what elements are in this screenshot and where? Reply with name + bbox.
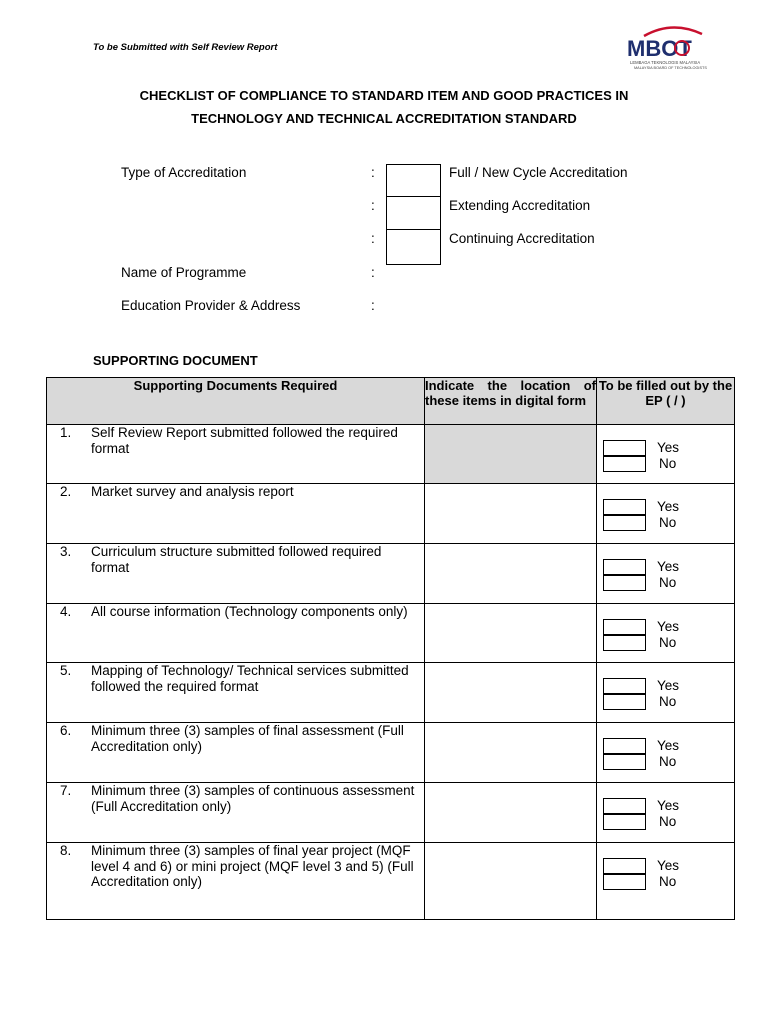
row-description: Minimum three (3) samples of final assessment (Full Accreditation only)	[91, 723, 404, 754]
table-row	[47, 843, 735, 920]
table-row	[47, 544, 735, 604]
yes-checkbox[interactable]	[603, 678, 646, 694]
colon: :	[371, 165, 375, 180]
row-number: 8.	[60, 843, 72, 858]
row-number: 2.	[60, 484, 72, 499]
yes-checkbox[interactable]	[603, 440, 646, 456]
location-cell	[425, 425, 597, 484]
yes-checkbox[interactable]	[603, 738, 646, 754]
no-label: No	[659, 694, 677, 709]
no-label: No	[659, 456, 677, 471]
no-checkbox[interactable]	[603, 515, 646, 531]
yes-label: Yes	[657, 858, 680, 873]
continuing-accreditation-checkbox[interactable]	[386, 230, 441, 265]
location-cell[interactable]	[425, 783, 597, 843]
column-header-location: Indicate the location of these items in digital form	[425, 378, 597, 425]
location-cell[interactable]	[425, 723, 597, 783]
extending-accreditation-option: Extending Accreditation	[449, 198, 591, 213]
yes-checkbox[interactable]	[603, 499, 646, 515]
no-label: No	[659, 874, 677, 889]
logo-subtext: LEMBAGA TEKNOLOGIS MALAYSIA	[630, 60, 701, 65]
row-description: Mapping of Technology/ Technical services submitted followed the required format	[91, 663, 409, 694]
table-row	[47, 484, 735, 544]
location-cell[interactable]	[425, 604, 597, 663]
full-accreditation-option: Full / New Cycle Accreditation	[449, 165, 628, 180]
no-checkbox[interactable]	[603, 874, 646, 890]
programme-name-label: Name of Programme	[121, 265, 247, 280]
no-label: No	[659, 754, 677, 769]
no-label: No	[659, 515, 677, 530]
row-number: 4.	[60, 604, 72, 619]
extending-accreditation-checkbox[interactable]	[386, 197, 441, 230]
logo-wordmark: MBOT	[627, 36, 692, 61]
no-label: No	[659, 814, 677, 829]
yes-checkbox[interactable]	[603, 858, 646, 874]
yes-label: Yes	[657, 440, 680, 455]
yes-label: Yes	[657, 619, 680, 634]
row-description: Minimum three (3) samples of continuous assessment (Full Accreditation only)	[91, 783, 415, 814]
supporting-document-heading: SUPPORTING DOCUMENT	[93, 353, 258, 368]
yes-checkbox[interactable]	[603, 798, 646, 814]
colon: :	[371, 298, 375, 313]
row-description: All course information (Technology components only)	[91, 604, 408, 619]
no-checkbox[interactable]	[603, 694, 646, 710]
yes-label: Yes	[657, 798, 680, 813]
yes-label: Yes	[657, 499, 680, 514]
no-label: No	[659, 575, 677, 590]
no-checkbox[interactable]	[603, 575, 646, 591]
colon: :	[371, 231, 375, 246]
no-label: No	[659, 635, 677, 650]
no-checkbox[interactable]	[603, 754, 646, 770]
row-description: Minimum three (3) samples of final year project (MQF level 4 and 6) or mini project (MQF level 3 and 5) (Full Accreditation only)	[91, 843, 414, 889]
yes-checkbox[interactable]	[603, 559, 646, 575]
continuing-accreditation-option: Continuing Accreditation	[449, 231, 595, 246]
colon: :	[371, 198, 375, 213]
table-row	[47, 425, 735, 484]
submission-note: To be Submitted with Self Review Report	[93, 42, 278, 53]
document-title-line-1: CHECKLIST OF COMPLIANCE TO STANDARD ITEM AND GOOD PRACTICES IN	[139, 88, 629, 103]
logo-subtext-2: MALAYSIA BOARD OF TECHNOLOGISTS	[634, 66, 707, 70]
row-description: Self Review Report submitted followed the required format	[91, 425, 398, 456]
yes-label: Yes	[657, 738, 680, 753]
location-cell[interactable]	[425, 843, 597, 920]
no-checkbox[interactable]	[603, 814, 646, 830]
column-header-ep-fill: To be filled out by the EP ( / )	[597, 378, 735, 425]
location-cell[interactable]	[425, 484, 597, 544]
yes-label: Yes	[657, 678, 680, 693]
document-title-line-2: TECHNOLOGY AND TECHNICAL ACCREDITATION STANDARD	[191, 111, 577, 126]
no-checkbox[interactable]	[603, 456, 646, 472]
location-cell[interactable]	[425, 544, 597, 604]
education-provider-label: Education Provider & Address	[121, 298, 301, 313]
colon: :	[371, 265, 375, 280]
row-number: 1.	[60, 425, 72, 440]
table-header-row	[47, 378, 735, 425]
column-header-documents: Supporting Documents Required	[47, 378, 425, 425]
row-number: 5.	[60, 663, 72, 678]
row-description: Market survey and analysis report	[91, 484, 294, 499]
table-row	[47, 723, 735, 783]
yes-checkbox[interactable]	[603, 619, 646, 635]
row-number: 3.	[60, 544, 72, 559]
yes-label: Yes	[657, 559, 680, 574]
type-of-accreditation-label: Type of Accreditation	[121, 165, 247, 180]
full-accreditation-checkbox[interactable]	[386, 164, 441, 197]
row-number: 7.	[60, 783, 72, 798]
table-row	[47, 663, 735, 723]
table-row	[47, 783, 735, 843]
row-number: 6.	[60, 723, 72, 738]
mbot-logo	[624, 26, 726, 72]
row-description: Curriculum structure submitted followed required format	[91, 544, 382, 575]
table-row	[47, 604, 735, 663]
no-checkbox[interactable]	[603, 635, 646, 651]
location-cell[interactable]	[425, 663, 597, 723]
supporting-documents-table	[46, 377, 735, 920]
